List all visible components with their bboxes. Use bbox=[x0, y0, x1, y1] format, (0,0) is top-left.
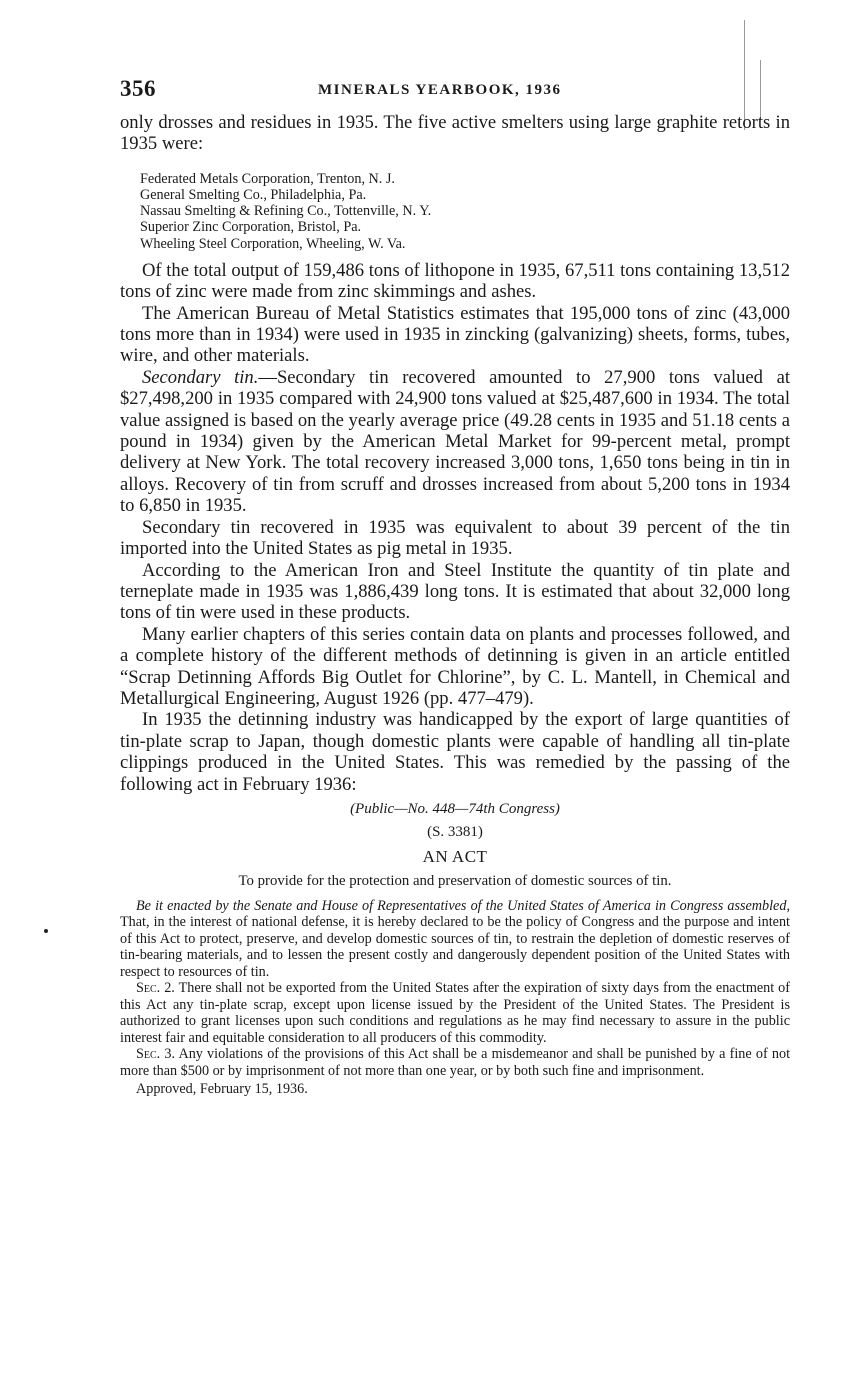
act-section-2 bbox=[120, 980, 790, 1046]
secondary-tin-body: —Secondary tin recovered amounted to 27,900 tons valued at $27,498,200 in 1935 compared with 24,900 tons valued at $25,487,600 in 1934. The total value assigned is based on the yearly average price (49.28 cents in 1935 and 51.18 cents a pound in 1934) given by the American Metal Market for 99-percent metal, prompt delivery at New York. The total recovery increased 3,000 tons, 1,650 tons being in tin in alloys. Recovery of tin from scruff and drosses increased from about 5,200 tons in 1934 to 6,850 in 1935. bbox=[120, 366, 790, 517]
act-section-3 bbox=[120, 1046, 790, 1079]
section-1-body: That, in the interest of national defense, it is hereby declared to be the policy of Congress and the purpose and intent of this Act to protect, preserve, and develop domestic sources of tin, to restrain the depletion of domestic reserves of tin-bearing materials, and to lessen the present costly and dangerously dependent position of the United States with respect to resources of tin. bbox=[120, 914, 790, 980]
bill-number: (S. 3381) bbox=[427, 823, 483, 840]
earlier-chapters-paragraph: Many earlier chapters of this series contain data on plants and processes followed, and a complete history of the different methods of detinning is given in an article entitled “Scrap Detinning Affords Big Outlet for Chlorine”, by C. L. Mantell, in Chemical and Metallurgical Engineering, August 1926 (pp. 477–479). bbox=[120, 623, 790, 709]
enacting-clause: Be it enacted by the Senate and House of Representatives of the United States of America in Congress assembled, bbox=[136, 897, 790, 914]
page-content bbox=[120, 76, 790, 1098]
section-3-body: Any violations of the provisions of this Act shall be a misdemeanor and shall be punished by a fine of not more than $500 or by imprisonment of not more than one year, or by both such fine and imprisonment. bbox=[120, 1046, 791, 1079]
intro-paragraph: only drosses and residues in 1935. The five active smelters using large graphite retorts in 1935 were: bbox=[120, 112, 790, 155]
secondary-tin-heading: Secondary tin. bbox=[142, 366, 259, 388]
bureau-paragraph: The American Bureau of Metal Statistics estimates that 195,000 tons of zinc (43,000 tons more than in 1934) were used in 1935 in zincking (galvanizing) sheets, forms, tubes, wire, and other materials. bbox=[120, 302, 790, 367]
list-item: Wheeling Steel Corporation, Wheeling, W. Va. bbox=[140, 235, 406, 252]
page-number: 356 bbox=[120, 76, 156, 101]
detinning-paragraph: In 1935 the detinning industry was handicapped by the export of large quantities of tin-plate scrap to Japan, though domestic plants were capable of handling all tin-plate clippings produced in the United States. This was remedied by the passing of the following act in February 1936: bbox=[120, 709, 790, 795]
page-header bbox=[120, 76, 790, 112]
section-2-body: There shall not be exported from the United States after the expiration of sixty days from the enactment of this Act any tin-plate scrap, except upon license issued by the President of the United States. The President is authorized to grant licenses upon such conditions and regulations as he may find necessary to assure in the public interest fair and equitable consideration to all producers of this commodity. bbox=[120, 980, 790, 1046]
public-law-text: (Public—No. 448—74th Congress) bbox=[350, 800, 560, 817]
lithopone-paragraph: Of the total output of 159,486 tons of lithopone in 1935, 67,511 tons containing 13,512 tons of zinc were made from zinc skimmings and ashes. bbox=[120, 259, 790, 303]
section-2-label: Sec. 2. bbox=[136, 980, 175, 997]
list-item: Federated Metals Corporation, Trenton, N. J. bbox=[140, 170, 395, 187]
public-law-line bbox=[120, 801, 790, 818]
act-purpose: To provide for the protection and preservation of domestic sources of tin. bbox=[238, 872, 672, 889]
secondary-tin-paragraph bbox=[120, 367, 790, 517]
act-title: AN ACT bbox=[422, 846, 488, 866]
smelter-list bbox=[140, 171, 790, 252]
running-head: MINERALS YEARBOOK, 1936 bbox=[318, 82, 562, 98]
section-3-label: Sec. 3. bbox=[136, 1046, 176, 1063]
list-item: General Smelting Co., Philadelphia, Pa. bbox=[140, 187, 367, 204]
list-item: Superior Zinc Corporation, Bristol, Pa. bbox=[140, 219, 362, 236]
iron-steel-paragraph: According to the American Iron and Steel Institute the quantity of tin plate and terneplate made in 1935 was 1,886,439 long tons. It is estimated that about 32,000 long tons of tin were used in these products. bbox=[120, 559, 790, 624]
approval-date: Approved, February 15, 1936. bbox=[136, 1081, 308, 1098]
act-section-1 bbox=[120, 898, 790, 981]
list-item: Nassau Smelting & Refining Co., Tottenville, N. Y. bbox=[140, 203, 432, 220]
equivalent-paragraph: Secondary tin recovered in 1935 was equivalent to about 39 percent of the tin imported into the United States as pig metal in 1935. bbox=[120, 516, 790, 560]
scan-artifact-dot bbox=[44, 929, 48, 933]
